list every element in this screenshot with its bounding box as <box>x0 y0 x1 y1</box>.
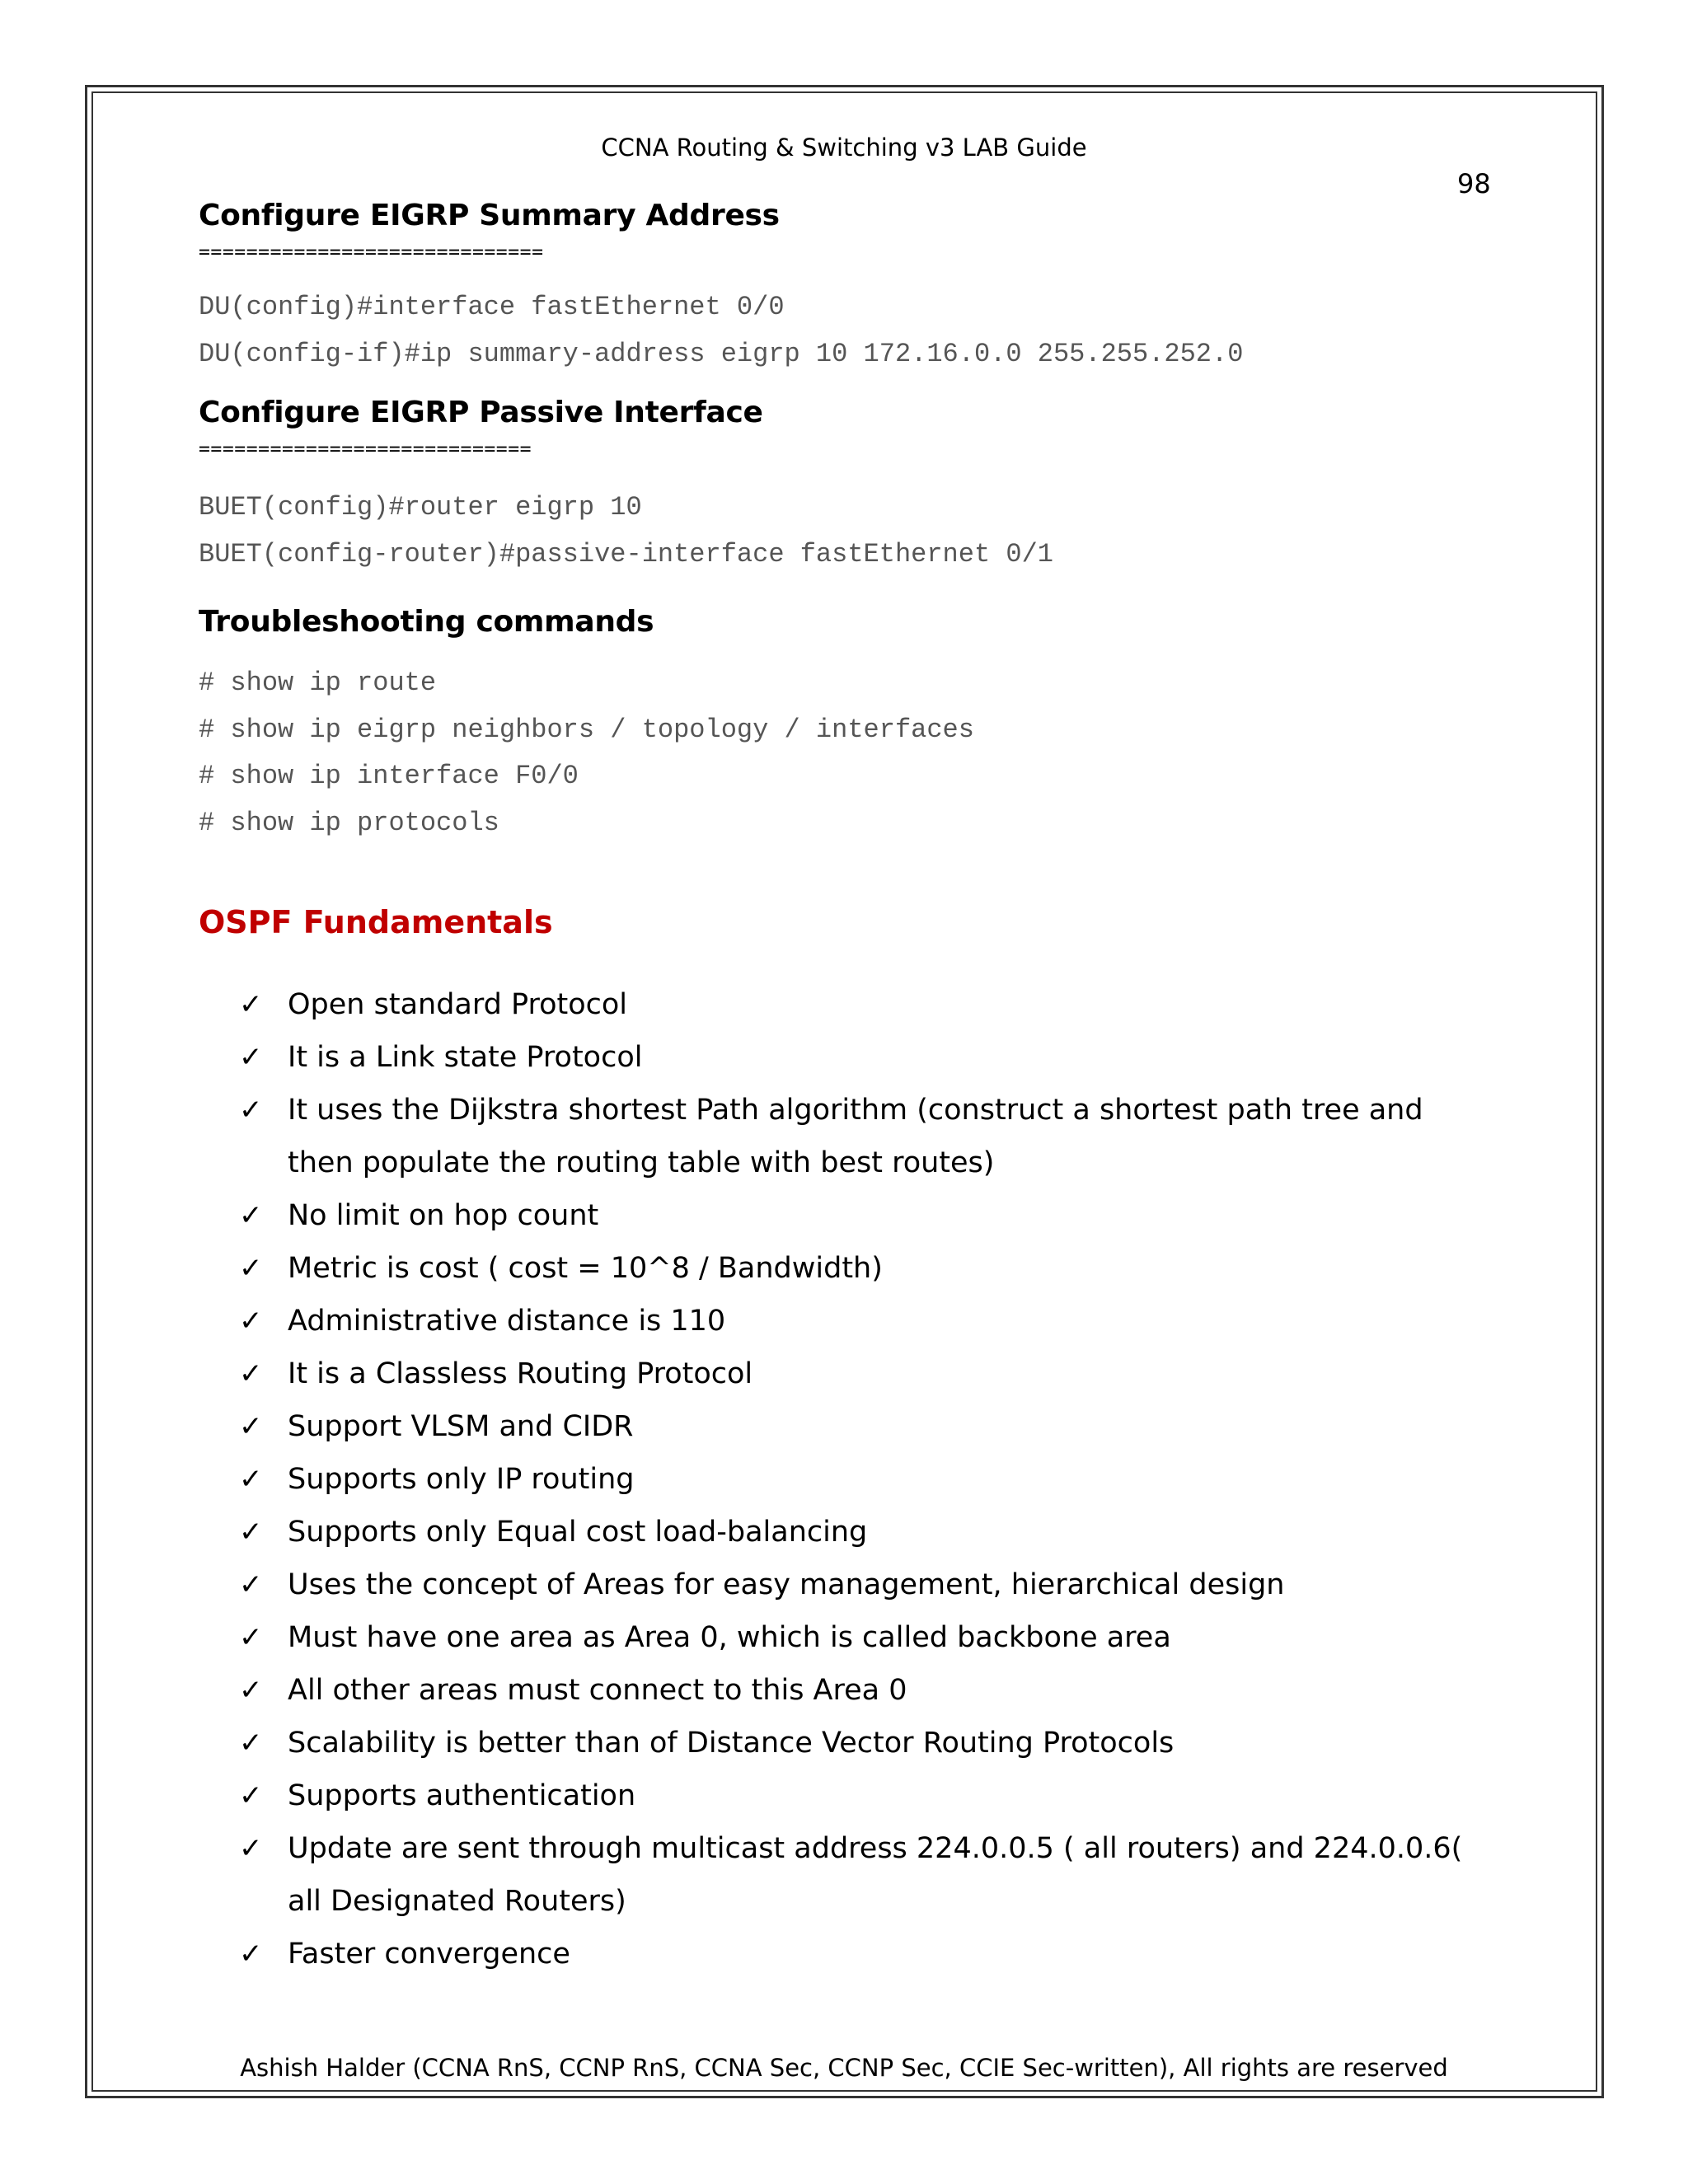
checkmark-icon: ✓ <box>239 1463 263 1496</box>
list-item-text: All other areas must connect to this Area 0 <box>288 1674 907 1707</box>
list-item-text: Administrative distance is 110 <box>288 1305 726 1338</box>
checkmark-icon: ✓ <box>239 1516 263 1549</box>
code-line: # show ip protocols <box>199 808 499 838</box>
checkmark-icon: ✓ <box>239 1041 263 1074</box>
checkmark-icon: ✓ <box>239 1621 263 1654</box>
list-item-text: Supports only Equal cost load-balancing <box>288 1516 868 1549</box>
summary-heading: Configure EIGRP Summary Address <box>199 199 780 232</box>
list-item-text: Supports only IP routing <box>288 1463 635 1496</box>
passive-underline: ============================ <box>199 439 532 460</box>
list-item-text: It is a Link state Protocol <box>288 1041 643 1074</box>
list-item-text: Uses the concept of Areas for easy management, hierarchical design <box>288 1568 1285 1601</box>
checkmark-icon: ✓ <box>239 988 263 1021</box>
checkmark-icon: ✓ <box>239 1199 263 1232</box>
checkmark-icon: ✓ <box>239 1832 263 1865</box>
ospf-title: OSPF Fundamentals <box>199 904 553 940</box>
checkmark-icon: ✓ <box>239 1252 263 1285</box>
code-line: BUET(config-router)#passive-interface fastEthernet 0/1 <box>199 539 1053 569</box>
list-item-text: No limit on hop count <box>288 1199 599 1232</box>
checkmark-icon: ✓ <box>239 1357 263 1390</box>
code-line: DU(config-if)#ip summary-address eigrp 10 172.16.0.0 255.255.252.0 <box>199 339 1244 369</box>
list-item-text: Metric is cost ( cost = 10^8 / Bandwidth) <box>288 1252 883 1285</box>
footer-copyright: Ashish Halder (CCNA RnS, CCNP RnS, CCNA Sec, CCNP Sec, CCIE Sec-written), All rights are reserved <box>240 2054 1448 2082</box>
passive-heading: Configure EIGRP Passive Interface <box>199 396 763 429</box>
code-line: # show ip eigrp neighbors / topology / interfaces <box>199 715 974 745</box>
list-item-text: Update are sent through multicast address 224.0.0.5 ( all routers) and 224.0.0.6( all Designated Routers) <box>288 1832 1463 1918</box>
list-item-text: Supports authentication <box>288 1779 636 1812</box>
list-item-text: It is a Classless Routing Protocol <box>288 1357 753 1390</box>
checkmark-icon: ✓ <box>239 1410 263 1443</box>
code-line: # show ip interface F0/0 <box>199 761 579 791</box>
list-item-text: Must have one area as Area 0, which is called backbone area <box>288 1621 1171 1654</box>
summary-underline: ============================= <box>199 242 544 263</box>
list-item-text: Faster convergence <box>288 1938 570 1971</box>
code-line: BUET(config)#router eigrp 10 <box>199 492 642 523</box>
checkmark-icon: ✓ <box>239 1568 263 1601</box>
checkmark-icon: ✓ <box>239 1094 263 1127</box>
troubleshooting-heading: Troubleshooting commands <box>199 605 654 639</box>
checkmark-icon: ✓ <box>239 1727 263 1760</box>
list-item-text: Open standard Protocol <box>288 988 628 1021</box>
page-number: 98 <box>1457 168 1491 199</box>
checkmark-icon: ✓ <box>239 1674 263 1707</box>
list-item-text: Support VLSM and CIDR <box>288 1410 634 1443</box>
code-line: # show ip route <box>199 668 437 698</box>
list-item-text: Scalability is better than of Distance Vector Routing Protocols <box>288 1727 1175 1760</box>
checkmark-icon: ✓ <box>239 1779 263 1812</box>
code-line: DU(config)#interface fastEthernet 0/0 <box>199 292 785 322</box>
running-header: CCNA Routing & Switching v3 LAB Guide <box>601 134 1087 162</box>
checkmark-icon: ✓ <box>239 1305 263 1338</box>
checkmark-icon: ✓ <box>239 1938 263 1971</box>
list-item-text: It uses the Dijkstra shortest Path algorithm (construct a shortest path tree and then populate the routing table with best routes) <box>288 1094 1423 1179</box>
